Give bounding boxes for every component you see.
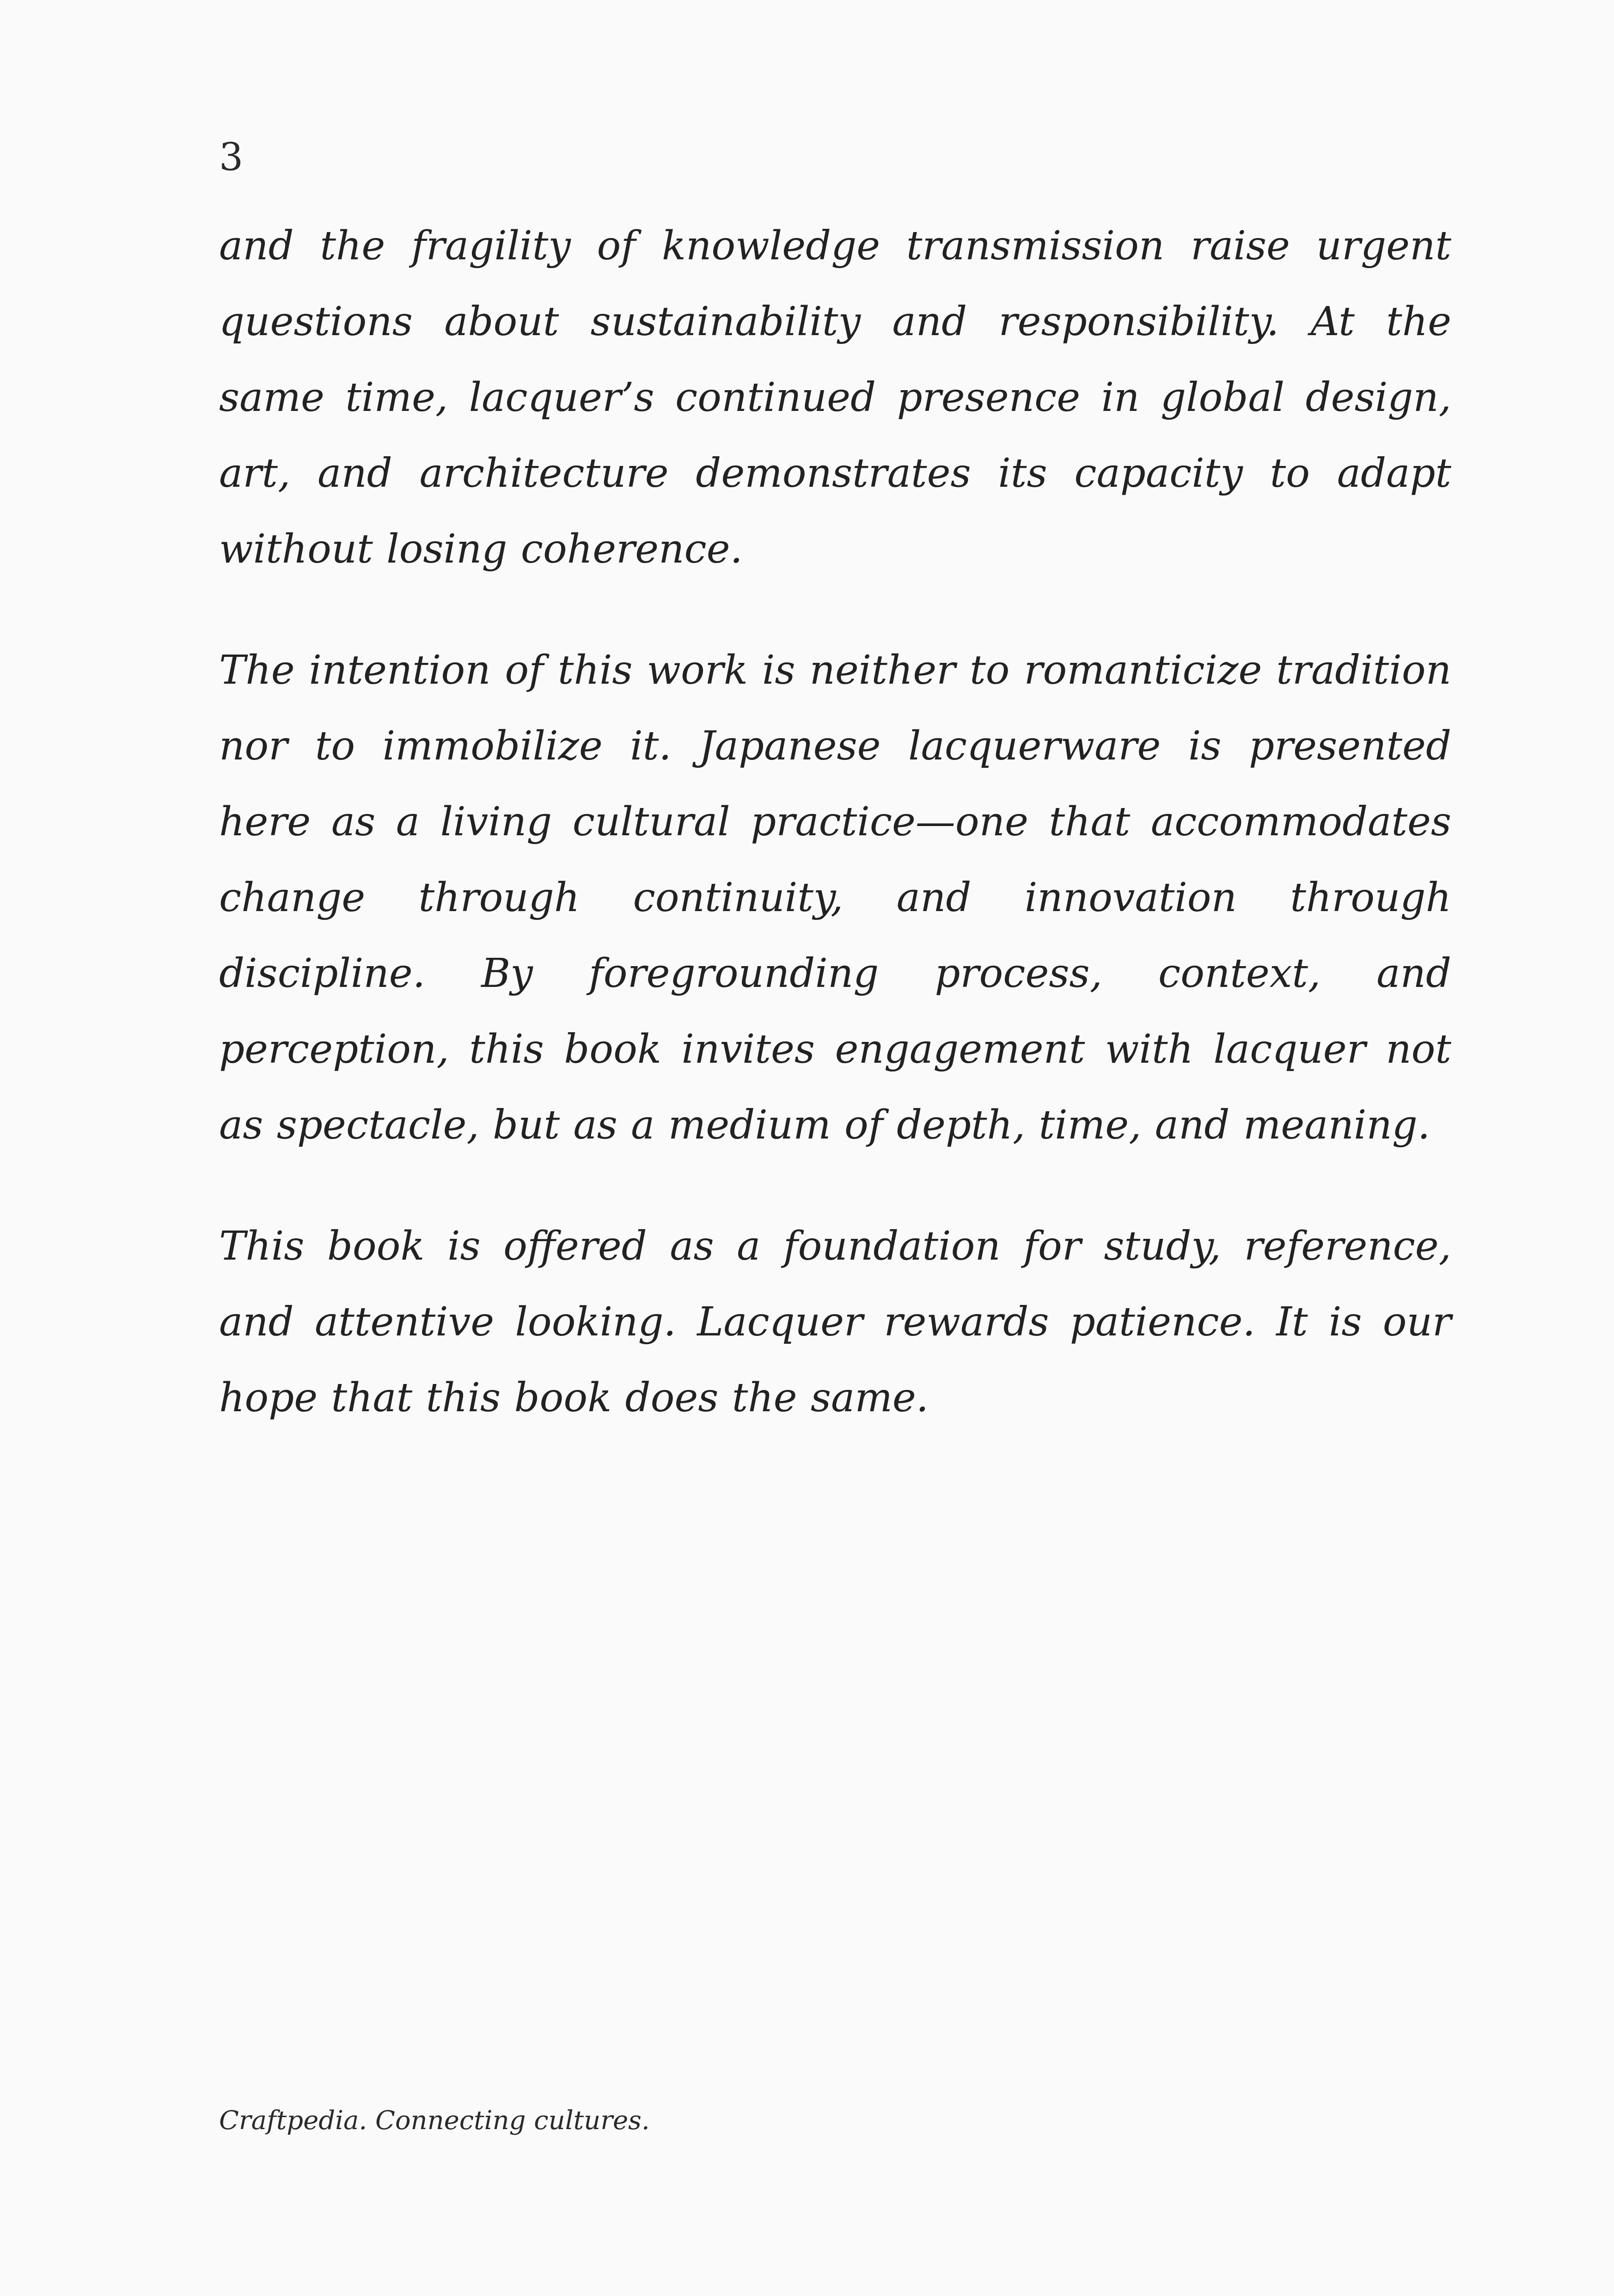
body-text [219, 208, 1451, 1481]
paragraph-intention: The intention of this work is neither to romanticize tradition nor to immobilize it. Japanese lacquerware is presented here as a living cultural practice—one that accommodates change through continuity, and innovation through discipline. By foregrounding process, context, and perception, this book invites engagement with lacquer not as spectacle, but as a medium of depth, time, and meaning. [219, 647, 1451, 1148]
paragraph-closing: This book is offered as a foundation for study, reference, and attentive looking. Lacquer rewards patience. It is our hope that this book does the same. [219, 1223, 1451, 1421]
page-number: 3 [219, 135, 244, 179]
paragraph-continuation: and the fragility of knowledge transmission raise urgent questions about sustainability and responsibility. At the same time, lacquer’s continued presence in global design, art, and architecture demonstrates its capacity to adapt without losing coherence. [219, 223, 1451, 572]
footer-tagline: Craftpedia. Connecting cultures. [219, 2106, 650, 2136]
